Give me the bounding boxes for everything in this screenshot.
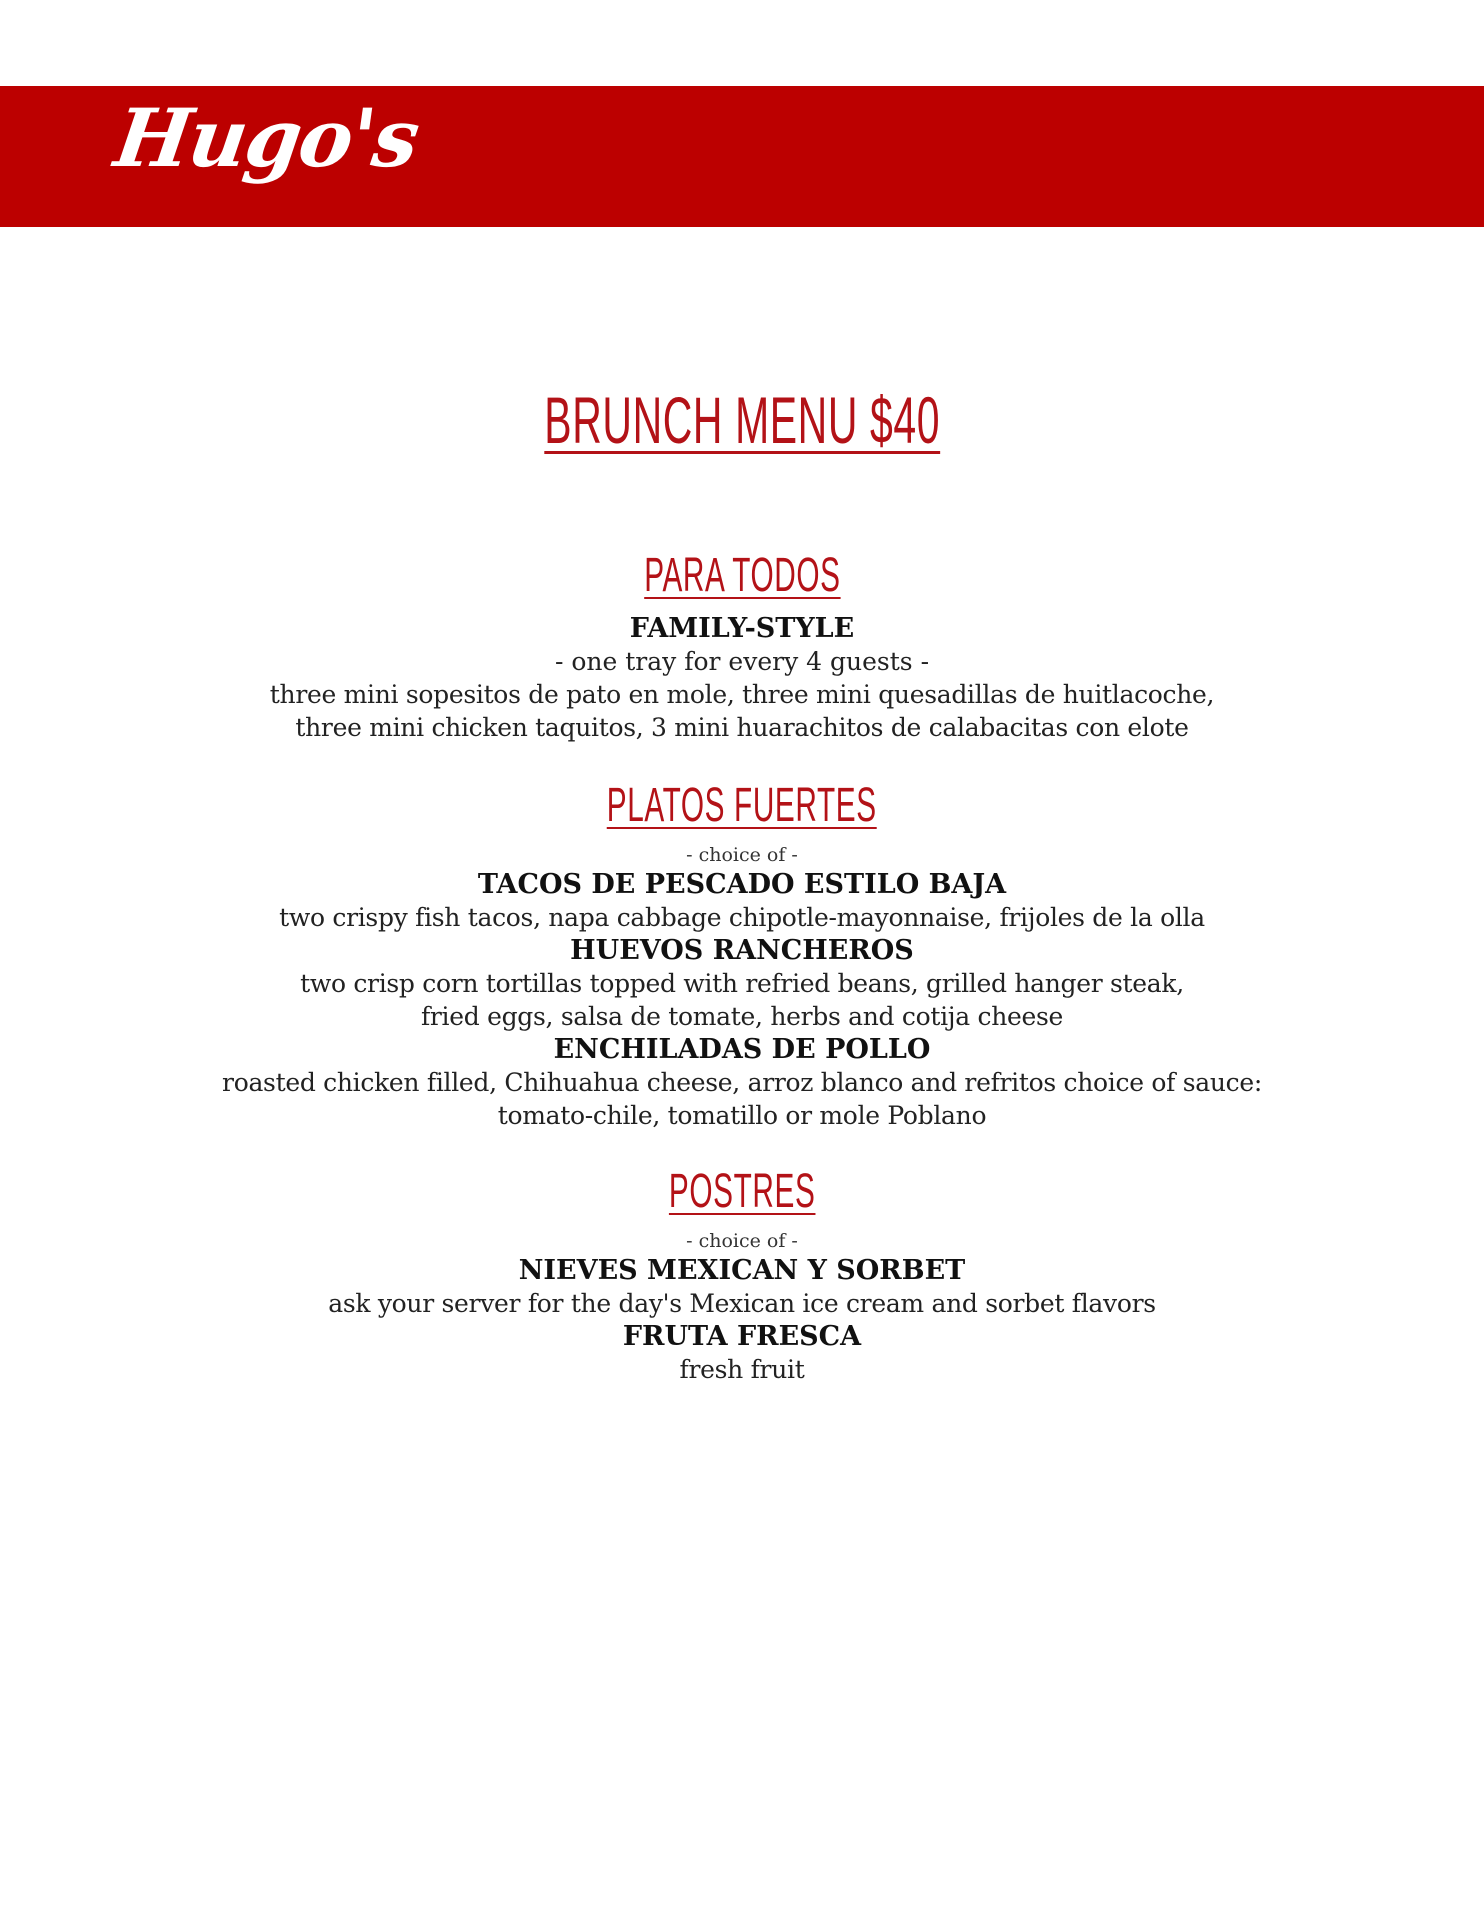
section-para-todos xyxy=(0,549,1484,744)
choice-of-label: - choice of - xyxy=(686,1230,798,1252)
section-platos-fuertes xyxy=(0,779,1484,1132)
item-desc-huevos-rancheros-line1: two crisp corn tortillas topped with refried beans, grilled hanger steak, xyxy=(300,969,1184,998)
item-desc-enchiladas-de-pollo-line2: tomato-chile, tomatillo or mole Poblano xyxy=(497,1101,987,1130)
item-desc-huevos-rancheros-line2: fried eggs, salsa de tomate, herbs and cotija cheese xyxy=(420,1002,1064,1031)
choice-of-label: - choice of - xyxy=(686,844,798,866)
item-desc-enchiladas-de-pollo-line1: roasted chicken filled, Chihuahua cheese, arroz blanco and refritos choice of sauce: xyxy=(222,1068,1262,1097)
item-note-family-style: - one tray for every 4 guests - xyxy=(554,647,930,676)
section-postres xyxy=(0,1165,1484,1386)
item-desc-fruta-fresca: fresh fruit xyxy=(679,1355,805,1384)
item-desc-family-style-line2: three mini chicken taquitos, 3 mini huarachitos de calabacitas con elote xyxy=(295,713,1189,742)
item-name-tacos-de-pescado: TACOS DE PESCADO ESTILO BAJA xyxy=(477,869,1007,900)
item-name-family-style: FAMILY-STYLE xyxy=(629,613,855,644)
item-desc-tacos-de-pescado: two crispy fish tacos, napa cabbage chipotle-mayonnaise, frijoles de la olla xyxy=(279,903,1205,932)
section-title-platos-fuertes: PLATOS FUERTES xyxy=(607,779,877,832)
section-title-para-todos: PARA TODOS xyxy=(643,549,841,602)
item-desc-nieves-mexican-y-sorbet: ask your server for the day's Mexican ice cream and sorbet flavors xyxy=(328,1289,1156,1318)
hugos-logo: Hugo's xyxy=(109,91,424,185)
item-name-fruta-fresca: FRUTA FRESCA xyxy=(622,1321,862,1352)
item-name-enchiladas-de-pollo: ENCHILADAS DE POLLO xyxy=(553,1034,931,1065)
section-title-postres: POSTRES xyxy=(668,1165,816,1218)
item-desc-family-style-line1: three mini sopesitos de pato en mole, three mini quesadillas de huitlacoche, xyxy=(269,680,1215,709)
menu-title: BRUNCH MENU $40 xyxy=(544,383,940,457)
item-name-huevos-rancheros: HUEVOS RANCHEROS xyxy=(570,935,914,966)
menu-title-block xyxy=(0,382,1484,458)
item-name-nieves-mexican-y-sorbet: NIEVES MEXICAN Y SORBET xyxy=(518,1255,966,1286)
